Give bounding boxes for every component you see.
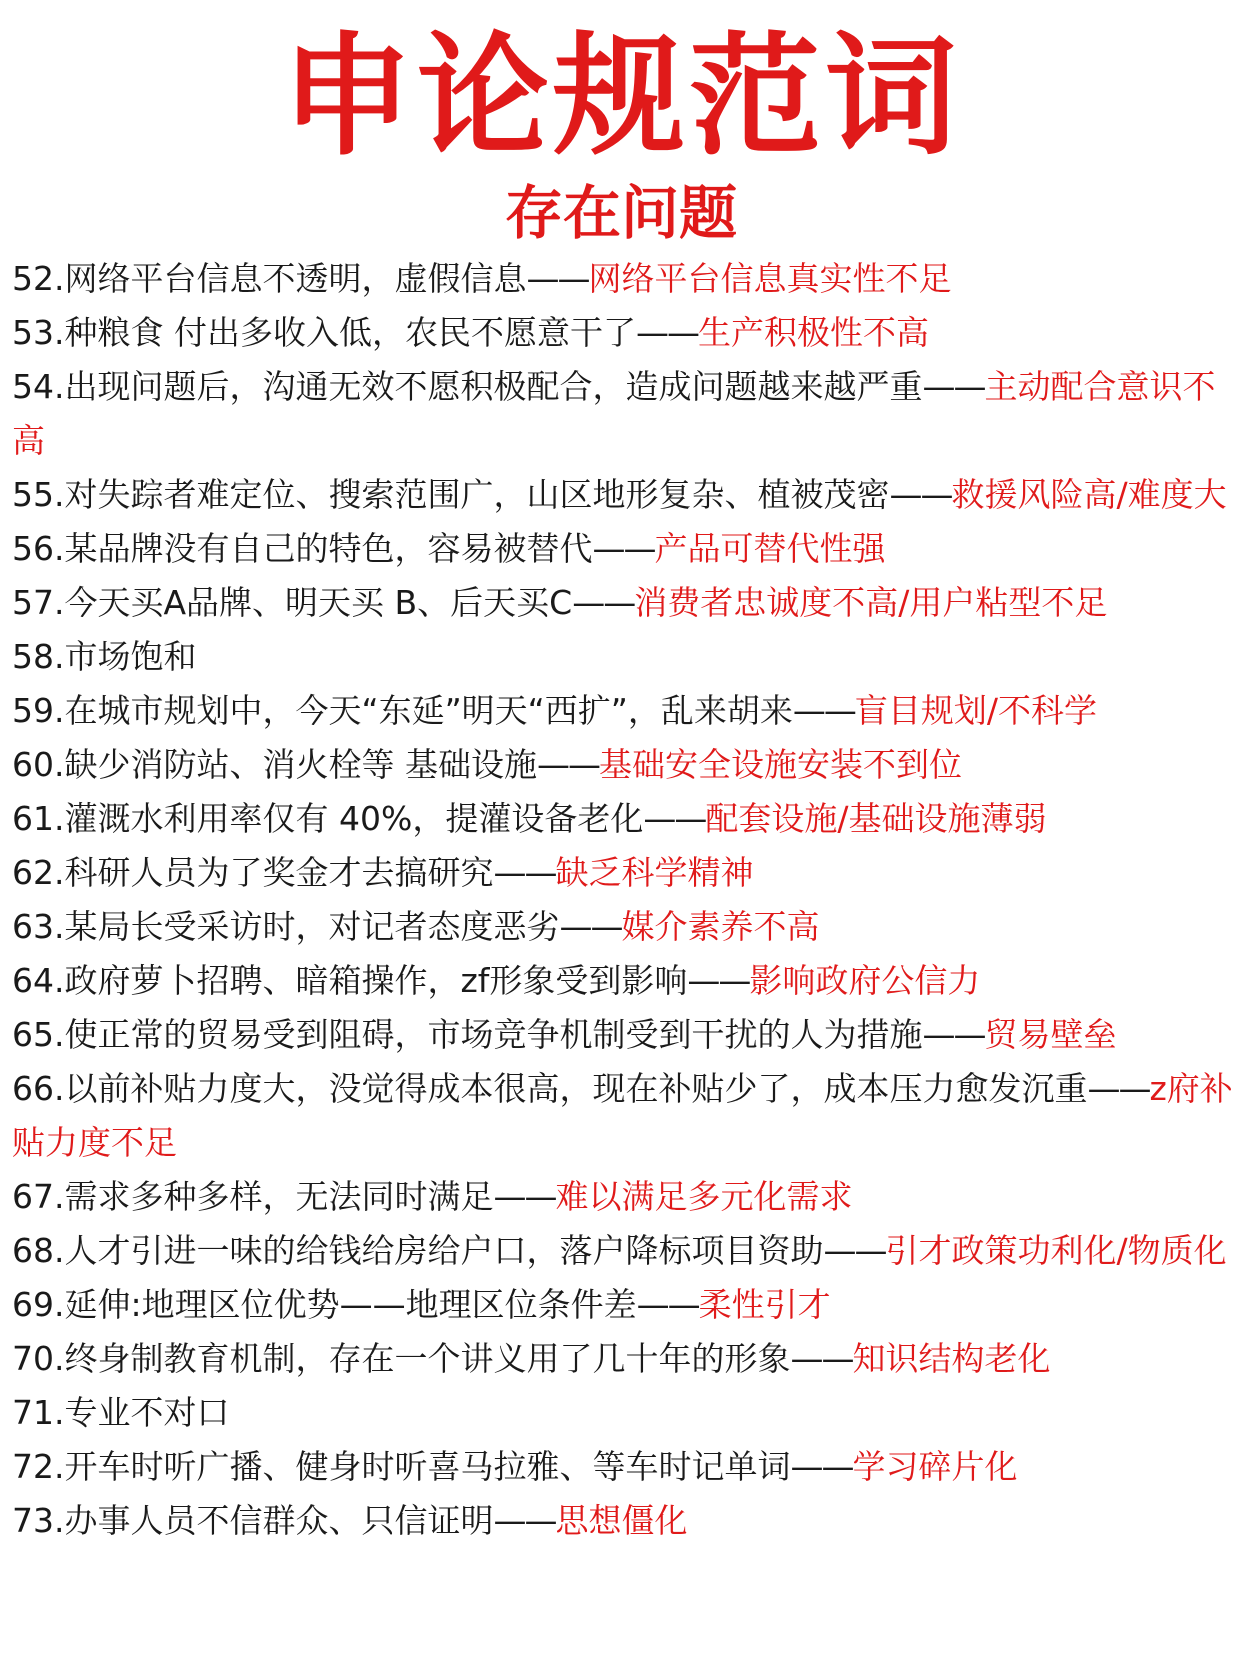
- standard-term: 难以满足多元化需求: [555, 1177, 853, 1216]
- standard-term: 知识结构老化: [852, 1339, 1051, 1378]
- separator-dash: ——: [536, 745, 599, 784]
- list-item: [12, 954, 1238, 1008]
- problem-description: 60.缺少消防站、消火栓等 基础设施: [12, 745, 537, 784]
- problem-description: 63.某局长受采访时，对记者态度恶劣: [12, 907, 560, 946]
- separator-dash: ——: [635, 313, 698, 352]
- standard-term: 消费者忠诚度不高/用户粘型不足: [634, 583, 1108, 622]
- list-item: [12, 468, 1238, 522]
- problem-description: 62.科研人员为了奖金才去搞研究: [12, 853, 494, 892]
- problem-description: 58.市场饱和: [12, 637, 197, 676]
- list-item: [12, 846, 1238, 900]
- problem-description: 70.终身制教育机制，存在一个讲义用了几十年的形象: [12, 1339, 791, 1378]
- standard-term: 学习碎片化: [852, 1447, 1018, 1486]
- standard-term: 救援风险高/难度大: [951, 475, 1227, 514]
- separator-dash: ——: [922, 1015, 985, 1054]
- problem-description: 53.种粮食 付出多收入低，农民不愿意干了: [12, 313, 636, 352]
- problem-description: 54.出现问题后，沟通无效不愿积极配合，造成问题越来越严重: [12, 367, 923, 406]
- standard-term: 主动配合意识不高: [12, 367, 1216, 460]
- separator-dash: ——: [592, 529, 655, 568]
- problem-description: 66.以前补贴力度大，没觉得成本很高，现在补贴少了，成本压力愈发沉重: [12, 1069, 1088, 1108]
- list-item: [12, 1062, 1238, 1170]
- separator-dash: ——: [922, 367, 985, 406]
- standard-term: 媒介素养不高: [621, 907, 820, 946]
- standard-term: 生产积极性不高: [697, 313, 929, 352]
- separator-dash: ——: [1087, 1069, 1150, 1108]
- standard-term: 柔性引才: [698, 1285, 831, 1324]
- problem-description: 73.办事人员不信群众、只信证明: [12, 1501, 494, 1540]
- list-item: [12, 1386, 1238, 1440]
- separator-dash: ——: [526, 259, 589, 298]
- standard-term: 影响政府公信力: [749, 961, 981, 1000]
- standard-term: 思想僵化: [555, 1501, 688, 1540]
- separator-dash: ——: [823, 1231, 886, 1270]
- problem-description: 64.政府萝卜招聘、暗箱操作，zf形象受到影响: [12, 961, 688, 1000]
- list-item: [12, 1440, 1238, 1494]
- list-item: [12, 738, 1238, 792]
- problem-description: 71.专业不对口: [12, 1393, 230, 1432]
- problem-description: 61.灌溉水利用率仅有 40%，提灌设备老化: [12, 799, 644, 838]
- separator-dash: ——: [790, 1339, 853, 1378]
- list-item: [12, 684, 1238, 738]
- standard-term: 基础安全设施安装不到位: [598, 745, 962, 784]
- list-item: [12, 252, 1238, 306]
- list-item: [12, 576, 1238, 630]
- separator-dash: ——: [636, 1285, 699, 1324]
- term-list: [12, 252, 1238, 1548]
- separator-dash: ——: [559, 907, 622, 946]
- problem-description: 67.需求多种多样，无法同时满足: [12, 1177, 494, 1216]
- separator-dash: ——: [792, 691, 855, 730]
- list-item: [12, 1494, 1238, 1548]
- problem-description: 69.延伸:地理区位优势——地理区位条件差: [12, 1285, 637, 1324]
- standard-term: 盲目规划/不科学: [854, 691, 1097, 730]
- page-title: 申论规范词: [281, 20, 961, 174]
- list-item: [12, 360, 1238, 468]
- list-item: [12, 306, 1238, 360]
- separator-dash: ——: [889, 475, 952, 514]
- separator-dash: ——: [493, 1177, 556, 1216]
- standard-term: 配套设施/基础设施薄弱: [705, 799, 1047, 838]
- list-item: [12, 1008, 1238, 1062]
- standard-term: 网络平台信息真实性不足: [588, 259, 952, 298]
- standard-term: 引才政策功利化/物质化: [885, 1231, 1227, 1270]
- list-item: [12, 630, 1238, 684]
- standard-term: z府补贴力度不足: [12, 1069, 1233, 1162]
- problem-description: 55.对失踪者难定位、搜索范围广，山区地形复杂、植被茂密: [12, 475, 890, 514]
- separator-dash: ——: [790, 1447, 853, 1486]
- problem-description: 72.开车时听广播、健身时听喜马拉雅、等车时记单词: [12, 1447, 791, 1486]
- problem-description: 65.使正常的贸易受到阻碍，市场竞争机制受到干扰的人为措施: [12, 1015, 923, 1054]
- separator-dash: ——: [643, 799, 706, 838]
- list-item: [12, 1170, 1238, 1224]
- separator-dash: ——: [572, 583, 635, 622]
- problem-description: 52.网络平台信息不透明，虚假信息: [12, 259, 527, 298]
- list-item: [12, 1332, 1238, 1386]
- standard-term: 贸易壁垒: [984, 1015, 1117, 1054]
- list-item: [12, 792, 1238, 846]
- separator-dash: ——: [493, 1501, 556, 1540]
- list-item: [12, 900, 1238, 954]
- list-item: [12, 1278, 1238, 1332]
- standard-term: 缺乏科学精神: [555, 853, 754, 892]
- problem-description: 56.某品牌没有自己的特色，容易被替代: [12, 529, 593, 568]
- problem-description: 68.人才引进一味的给钱给房给户口，落户降标项目资助: [12, 1231, 824, 1270]
- problem-description: 59.在城市规划中，今天“东延”明天“西扩”，乱来胡来: [12, 691, 793, 730]
- page-subtitle: 存在问题: [504, 179, 737, 247]
- separator-dash: ——: [493, 853, 556, 892]
- list-item: [12, 522, 1238, 576]
- list-item: [12, 1224, 1238, 1278]
- separator-dash: ——: [687, 961, 750, 1000]
- standard-term: 产品可替代性强: [654, 529, 886, 568]
- problem-description: 57.今天买A品牌、明天买 B、后天买C: [12, 583, 573, 622]
